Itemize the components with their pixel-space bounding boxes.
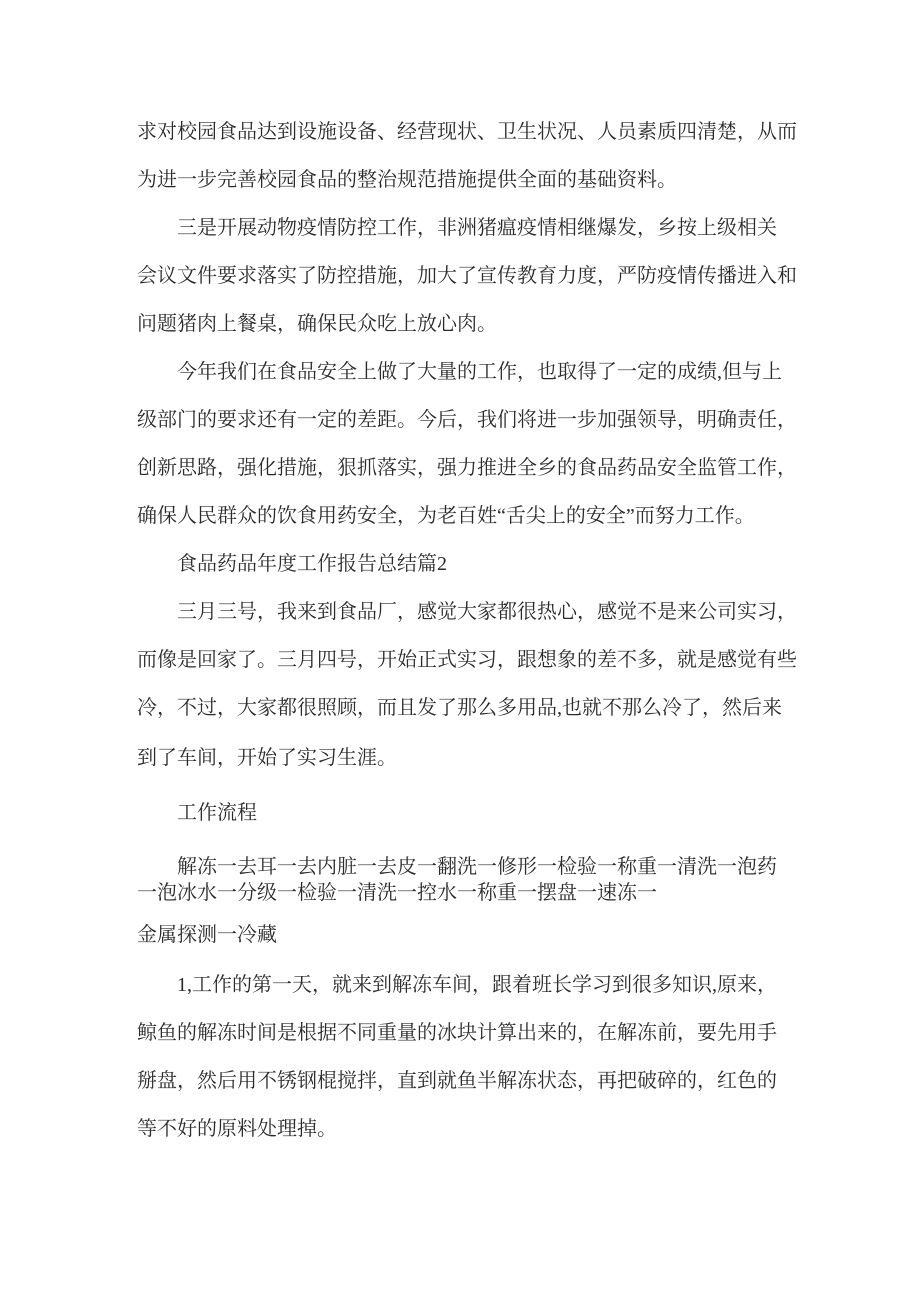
workflow-steps-line-1: 解冻一去耳一去内脏一去皮一翻洗一修形一检验一称重一清洗一泡药	[177, 856, 777, 878]
text-line-3: 三是开展动物疫情防控工作，非洲猪瘟疫情相继爆发，乡按上级相关	[177, 217, 777, 239]
text-line-14: 到了车间，开始了实习生涯。	[137, 747, 397, 769]
text-line-4: 会议文件要求落实了防控措施，加大了宣传教育力度，严防疫情传播进入和	[137, 265, 797, 287]
text-line-19: 1,工作的第一天，就来到解冻车间，跟着班长学习到很多知识,原来，	[177, 974, 777, 996]
text-line-1: 求对校园食品达到设施设备、经营现状、卫生状况、人员素质四清楚，从而	[137, 121, 797, 143]
text-line-8: 创新思路，强化措施，狠抓落实，强力推进全乡的食品药品安全监管工作，	[137, 457, 797, 479]
text-line-22: 等不好的原料处理掉。	[137, 1118, 337, 1140]
workflow-steps-line-2: 一泡冰水一分级一检验一清洗一控水一称重一摆盘一速冻一	[137, 882, 657, 904]
text-line-6: 今年我们在食品安全上做了大量的工作，也取得了一定的成绩,但与上	[177, 361, 782, 383]
text-line-5: 问题猪肉上餐桌，确保民众吃上放心肉。	[137, 313, 497, 335]
text-line-13: 冷，不过，大家都很照顾，而且发了那么多用品,也就不那么冷了，然后来	[137, 697, 782, 719]
text-line-2: 为进一步完善校园食品的整治规范措施提供全面的基础资料。	[137, 169, 677, 191]
text-line-11: 三月三号，我来到食品厂，感觉大家都很热心，感觉不是来公司实习，	[177, 601, 797, 623]
document-text-block	[137, 108, 837, 1153]
text-line-7: 级部门的要求还有一定的差距。今后，我们将进一步加强领导，明确责任，	[137, 409, 797, 431]
text-line-12: 而像是回家了。三月四号，开始正式实习，跟想象的差不多，就是感觉有些	[137, 649, 797, 671]
workflow-steps-line-3: 金属探测一冷藏	[137, 924, 277, 946]
section-heading-workflow: 工作流程	[177, 802, 257, 824]
text-line-9: 确保人民群众的饮食用药安全，为老百姓“舌尖上的安全”而努力工作。	[137, 505, 755, 527]
section-heading-part2: 食品药品年度工作报告总结篇2	[177, 553, 447, 575]
text-line-20: 鲸鱼的解冻时间是根据不同重量的冰块计算出来的，在解冻前，要先用手	[137, 1022, 777, 1044]
text-line-21: 掰盘，然后用不锈钢棍搅拌，直到就鱼半解冻状态，再把破碎的，红色的	[137, 1070, 777, 1092]
